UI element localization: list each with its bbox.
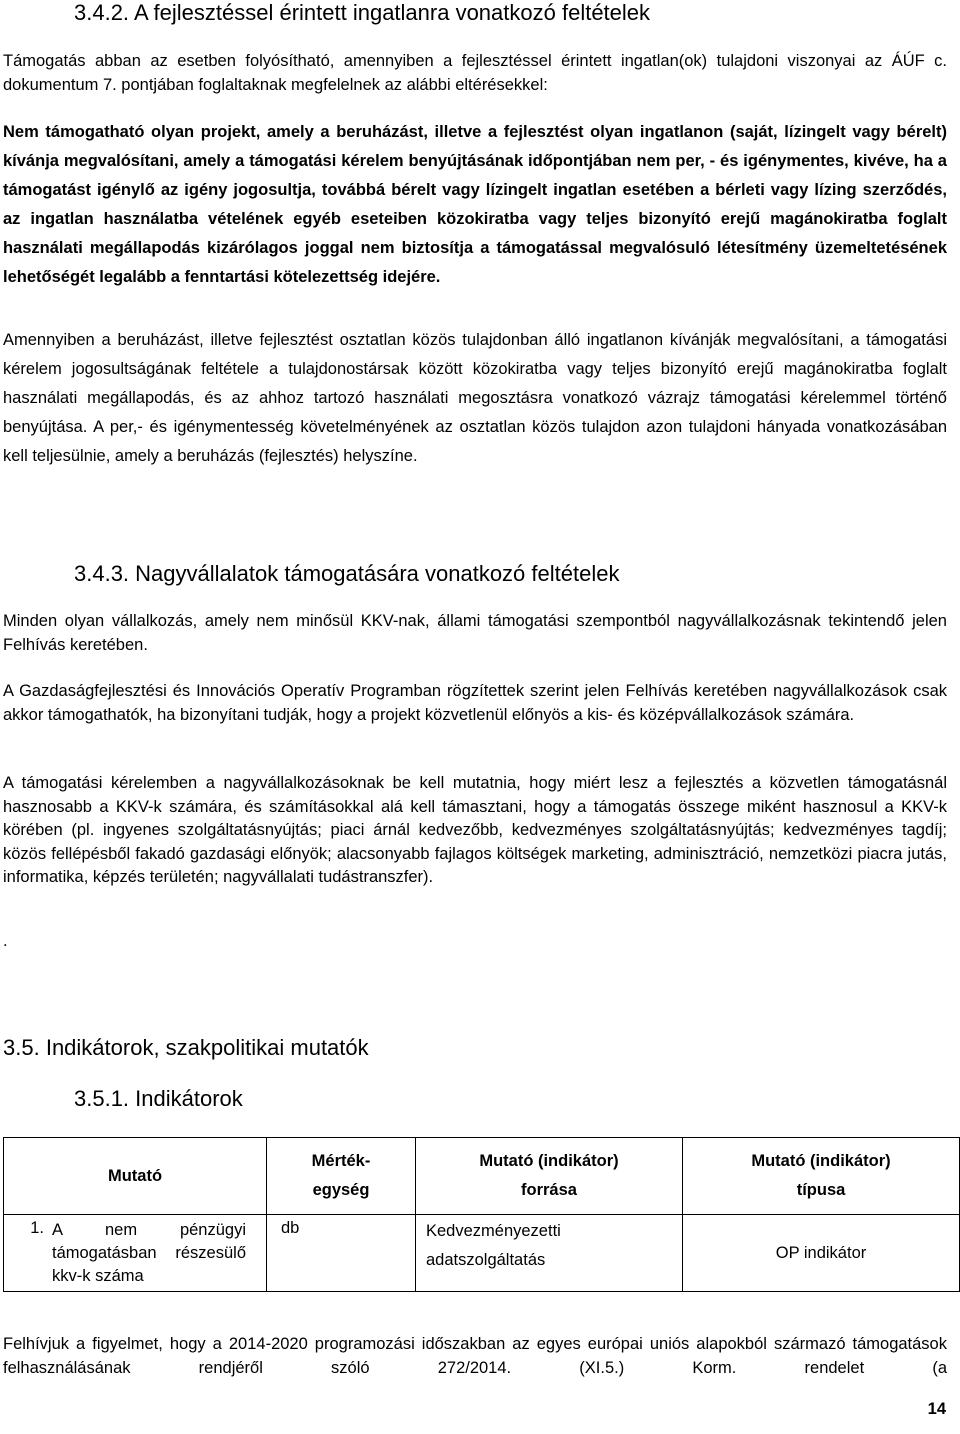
section-3-5-1-heading xyxy=(74,1086,243,1112)
header-unit xyxy=(267,1138,416,1215)
section-number: 3.5. xyxy=(3,1035,40,1060)
row-name: A nem pénzügyi támogatásban részesülő kkv-k száma xyxy=(52,1221,246,1285)
stray-dot: . xyxy=(3,932,8,950)
section-3-4-3-heading xyxy=(74,561,619,587)
header-type-line1: Mutató (indikátor) xyxy=(751,1152,891,1170)
header-unit-line1: Mérték- xyxy=(311,1152,371,1170)
cell-unit: db xyxy=(267,1215,416,1292)
header-type xyxy=(683,1138,960,1215)
paragraph-7: Felhívjuk a figyelmet, hogy a 2014-2020 programozási időszakban az egyes európai uniós alapokból származó támogatások felhasználásának rendjéről szóló 272/2014. (XI.5.) Korm. rendelet (a xyxy=(3,1335,947,1377)
cell-source: Kedvezményezetti adatszolgáltatás xyxy=(416,1215,683,1292)
section-title: A fejlesztéssel érintett ingatlanra vonatkozó feltételek xyxy=(133,0,651,25)
header-source xyxy=(416,1138,683,1215)
paragraph-6: A támogatási kérelemben a nagyvállalkozásoknak be kell mutatnia, hogy miért lesz a fejlesztés a közvetlen támogatásnál hasznosabb a KKV-k számára, és számításokkal alá kell támasztani, hogy a támogatás összege miként hasznosul a KKV-k körében (pl. ingyenes szolgáltatásnyújtás; piaci árnál kedvezőbb, kedvezményes szolgáltatásnyújtás; kedvezményes tagdíj; közös fellépésből fakadó gazdasági előnyök; alacsonyabb fajlagos költségek marketing, adminisztráció, nemzetközi piacra jutás, informatika, képzés területén; nagyvállalati tudástranszfer). xyxy=(3,774,947,886)
table-header-row xyxy=(4,1138,960,1215)
section-title: Indikátorok, szakpolitikai mutatók xyxy=(45,1035,369,1060)
header-name: Mutató xyxy=(4,1138,267,1215)
section-3-4-2-heading xyxy=(74,0,650,26)
paragraph-4: Minden olyan vállalkozás, amely nem minősül KKV-nak, állami támogatási szempontból nagyvállalkozásnak tekintendő jelen Felhívás keretében. xyxy=(3,612,947,654)
section-number: 3.5.1. xyxy=(74,1086,130,1111)
row-number: 1. xyxy=(30,1219,44,1237)
paragraph-3: Amennyiben a beruházást, illetve fejlesztést osztatlan közös tulajdonban álló ingatlanon kívánják megvalósítani, a támogatási kérelem jogosultságának feltétele a tulajdonostársak között közokiratba vagy teljes bizonyító erejű magánokiratba foglalt használati megállapodás, és az ahhoz tartozó használati megosztásra vonatkozó vázrajz támogatási kérelemmel történő benyújtása. A per,- és igénymentesség követelményének az osztatlan közös tulajdon azon tulajdoni hányada vonatkozásában kell teljesülnie, amely a beruházás (fejlesztés) helyszíne. xyxy=(3,331,947,465)
indicator-table xyxy=(3,1137,960,1292)
cell-type: OP indikátor xyxy=(683,1215,960,1292)
paragraph-1: Támogatás abban az esetben folyósítható, amennyiben a fejlesztéssel érintett ingatlan(ok) tulajdoni viszonyai az ÁÚF c. dokumentum 7. pontjában foglaltaknak megfelelnek az alábbi eltérésekkel: xyxy=(3,52,947,94)
header-type-line2: típusa xyxy=(796,1181,846,1199)
page-number: 14 xyxy=(927,1400,946,1418)
paragraph-5: A Gazdaságfejlesztési és Innovációs Operatív Programban rögzítettek szerint jelen Felhívás keretében nagyvállalkozások csak akkor támogathatók, ha bizonyítani tudják, hogy a projekt közvetlenül előnyös a kis- és középvállalkozások számára. xyxy=(3,682,947,724)
section-number: 3.4.2. xyxy=(74,0,130,25)
table-row xyxy=(4,1215,960,1292)
header-source-line2: forrása xyxy=(521,1181,577,1199)
header-unit-line2: egység xyxy=(312,1181,370,1199)
section-number: 3.4.3. xyxy=(74,561,130,586)
section-title: Indikátorok xyxy=(135,1086,243,1111)
section-3-5-heading xyxy=(3,1035,369,1061)
section-title: Nagyvállalatok támogatására vonatkozó feltételek xyxy=(135,561,620,586)
cell-name xyxy=(4,1215,267,1292)
header-source-line1: Mutató (indikátor) xyxy=(479,1152,619,1170)
paragraph-2: Nem támogatható olyan projekt, amely a beruházást, illetve a fejlesztést olyan ingatlanon (saját, lízingelt vagy bérelt) kívánja megvalósítani, amely a támogatási kérelem benyújtásának időpontjában nem per, - és igénymentes, kivéve, ha a támogatást igénylő az igény jogosultja, továbbá bérelt vagy lízingelt ingatlan esetében a bérleti vagy lízing szerződés, az ingatlan használatba vételének egyéb eseteiben közokiratba vagy teljes bizonyító erejű magánokiratba foglalt használati megállapodás kizárólagos joggal nem biztosítja a támogatással megvalósuló létesítmény üzemeltetésének lehetőségét legalább a fenntartási kötelezettség idejére. xyxy=(3,123,947,286)
